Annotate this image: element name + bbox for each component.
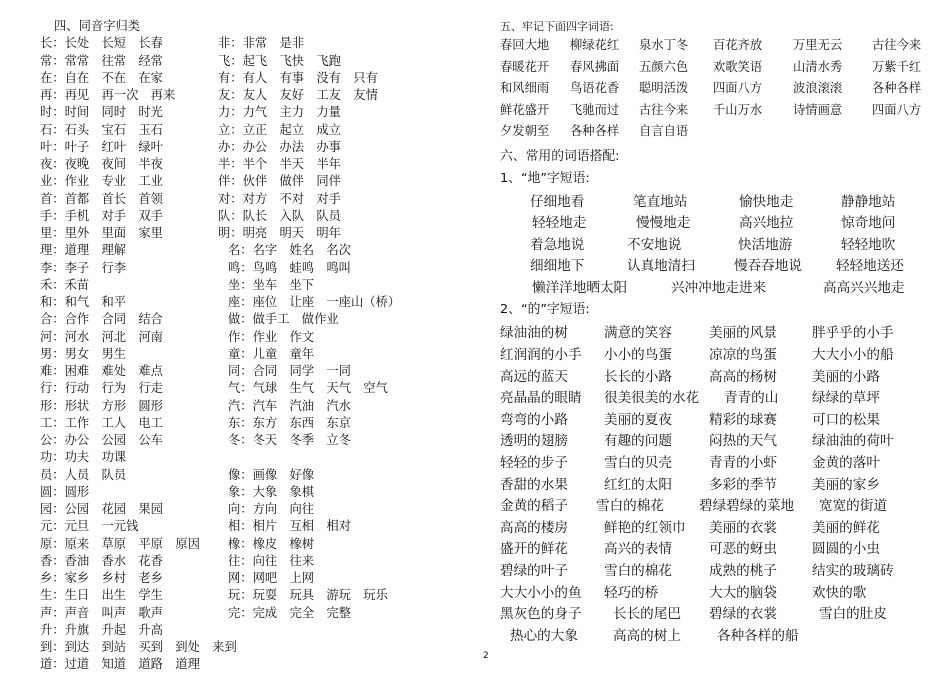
de-phrase-row xyxy=(500,581,930,603)
homophone-row xyxy=(40,656,480,673)
homophone-entry: 对：对方 不对 对手 xyxy=(218,191,341,206)
four-char-idioms-section xyxy=(500,18,930,143)
homophone-entry: 再：再见 再一次 再来 xyxy=(40,88,176,102)
homophone-entry: 伴：伙伴 做伴 同伴 xyxy=(218,174,341,189)
homophone-row xyxy=(40,87,480,104)
di-phrase: 静静地站 xyxy=(841,193,896,210)
de-phrase: 雪白的棉花 xyxy=(596,498,664,515)
idiom-row xyxy=(500,121,930,143)
homophone-row xyxy=(40,518,480,535)
idiom-item: 万紫千红 xyxy=(872,59,922,74)
homophone-row xyxy=(40,536,480,553)
di-phrase: 慢吞吞地说 xyxy=(734,258,802,275)
idiom-item: 百花齐放 xyxy=(713,38,763,52)
de-phrase: 青青的小虾 xyxy=(709,455,777,472)
homophone-entry: 首：首都 首长 首领 xyxy=(40,191,163,206)
idiom-item: 柳绿花红 xyxy=(570,38,620,52)
homophone-entry: 员：人员 队员 xyxy=(40,467,127,482)
homophone-entry: 园：公园 花园 果园 xyxy=(40,502,163,516)
page-number: 2 xyxy=(483,651,489,661)
homophone-entry: 业：作业 专业 工业 xyxy=(40,174,163,189)
de-phrase: 满意的笑容 xyxy=(604,325,672,342)
homophone-row xyxy=(40,277,480,294)
homophone-entry: 圆：圆形 xyxy=(40,484,90,499)
idiom-item: 各种各样 xyxy=(570,124,620,139)
de-phrase: 轻巧的桥 xyxy=(604,584,659,601)
homophone-entry: 汽：汽车 汽油 汽水 xyxy=(228,398,351,413)
homophone-entry: 功：功夫 功课 xyxy=(40,450,127,465)
di-phrase: 不安地说 xyxy=(627,236,682,253)
homophone-entry: 河：河水 河北 河南 xyxy=(40,329,163,344)
di-phrase: 高兴地拉 xyxy=(739,215,794,232)
homophone-entry: 作：作业 作文 xyxy=(228,329,315,344)
de-phrase: 美丽的夏夜 xyxy=(604,411,672,428)
de-phrase: 雪白的肚皮 xyxy=(819,606,887,623)
homophone-entry: 非：非常 是非 xyxy=(218,36,305,51)
homophone-row xyxy=(40,380,480,397)
homophone-entry: 相：相片 互相 相对 xyxy=(228,519,351,534)
de-phrase: 黑灰色的身子 xyxy=(500,606,582,623)
de-phrase: 宽宽的街道 xyxy=(819,498,887,515)
de-phrase: 高高的楼房 xyxy=(500,519,568,536)
homophone-entry: 像：画像 好像 xyxy=(228,467,315,482)
de-phrase-row xyxy=(500,624,930,646)
de-phrase: 碧绿碧绿的菜地 xyxy=(699,498,795,515)
homophone-row xyxy=(40,587,480,604)
homophone-entry: 合：合作 合同 结合 xyxy=(40,312,163,327)
de-phrase: 大大小小的船 xyxy=(812,347,894,364)
idiom-item: 古往今来 xyxy=(639,102,689,117)
homophone-entry: 行：行动 行为 行走 xyxy=(40,381,163,396)
homophone-entry: 向：方向 向往 xyxy=(228,502,315,516)
homophone-entry: 里：里外 里面 家里 xyxy=(40,226,163,240)
homophone-entry: 坐：坐车 坐下 xyxy=(228,277,315,292)
homophone-row xyxy=(40,156,480,173)
de-phrase-row xyxy=(500,365,930,387)
homophone-entry: 立：立正 起立 成立 xyxy=(218,122,341,137)
homophone-row xyxy=(40,329,480,346)
de-phrase: 红润润的小手 xyxy=(500,347,582,364)
de-phrase-row xyxy=(500,408,930,430)
di-phrase: 轻轻地送还 xyxy=(836,258,904,275)
de-phrase: 高远的蓝天 xyxy=(500,368,568,385)
homophone-entry: 鸣：鸟鸣 蛙鸣 鸣叫 xyxy=(228,260,351,275)
homophone-row xyxy=(40,311,480,328)
de-phrase: 轻轻的步子 xyxy=(500,455,568,472)
homophone-entry: 元：元旦 一元钱 xyxy=(40,519,139,534)
homophone-row xyxy=(40,53,480,70)
de-phrase: 青青的山 xyxy=(724,390,779,407)
idiom-item: 泉水丁冬 xyxy=(639,38,689,52)
de-phrase: 高高的树上 xyxy=(613,627,681,644)
de-phrase: 很美很美的水花 xyxy=(604,390,700,407)
de-phrase: 红红的太阳 xyxy=(604,476,672,493)
de-phrase: 美丽的衣裳 xyxy=(709,519,777,536)
de-phrase: 可口的松果 xyxy=(812,411,880,428)
di-phrase: 高高兴兴地走 xyxy=(823,279,905,296)
idiom-item: 千山万水 xyxy=(713,102,763,117)
de-phrase: 亮晶晶的眼睛 xyxy=(500,390,582,407)
de-phrase: 高兴的表情 xyxy=(604,541,672,558)
homophone-entry: 队：队长 入队 队员 xyxy=(218,208,341,223)
homophone-entry: 石：石头 宝石 玉石 xyxy=(40,122,163,137)
idiom-item: 五颜六色 xyxy=(639,59,689,74)
di-phrase-row xyxy=(500,190,930,212)
idiom-item: 春回大地 xyxy=(500,38,550,52)
de-phrases-title: 2、“的”字短语: xyxy=(500,302,590,318)
de-phrase: 盛开的鲜花 xyxy=(500,541,568,558)
de-phrase-row xyxy=(500,602,930,624)
de-phrase: 精彩的球赛 xyxy=(709,411,777,428)
idiom-item: 各种各样 xyxy=(872,81,922,96)
homophone-row xyxy=(40,415,480,432)
homophone-row xyxy=(40,553,480,570)
idiom-grid xyxy=(500,35,930,143)
homophone-row xyxy=(40,122,480,139)
homophone-row xyxy=(40,139,480,156)
idiom-item: 诗情画意 xyxy=(793,102,843,117)
homophone-entry: 叶：叶子 红叶 绿叶 xyxy=(40,139,163,154)
idiom-row xyxy=(500,57,930,79)
di-phrase: 仔细地看 xyxy=(530,193,585,210)
section-five-title: 五、牢记下面四字词语: xyxy=(500,20,614,33)
idiom-item: 古往今来 xyxy=(872,38,922,52)
homophone-entry: 道：过道 知道 道路 道理 xyxy=(40,657,200,672)
de-phrase: 香甜的水果 xyxy=(500,476,568,493)
idiom-item: 四面八方 xyxy=(872,102,922,117)
homophone-entry: 冬：冬天 冬季 立冬 xyxy=(228,433,351,447)
homophone-row xyxy=(40,225,480,242)
homophone-row xyxy=(40,484,480,501)
homophone-entry: 玩：玩耍 玩具 游玩 玩乐 xyxy=(228,588,388,603)
de-phrase: 长长的尾巴 xyxy=(613,606,681,623)
de-phrase: 金黄的落叶 xyxy=(812,455,880,472)
de-phrase-row xyxy=(500,429,930,451)
homophone-row xyxy=(40,605,480,622)
idiom-item: 波浪滚滚 xyxy=(793,81,843,96)
idiom-item: 飞驰而过 xyxy=(570,102,620,117)
homophone-entry: 名：名字 姓名 名次 xyxy=(228,243,351,258)
di-phrase: 轻轻地吹 xyxy=(841,236,896,253)
di-phrase-row xyxy=(500,233,930,255)
homophone-entry: 声：声音 叫声 歌声 xyxy=(40,605,163,620)
di-phrase: 懒洋洋地晒太阳 xyxy=(532,279,628,296)
homophone-entry: 时：时间 同时 时光 xyxy=(40,105,163,120)
homophone-entry: 在：自在 不在 在家 xyxy=(40,70,163,85)
de-phrase: 高高的杨树 xyxy=(709,368,777,385)
idiom-item: 聪明活泼 xyxy=(639,81,689,96)
homophone-entry: 橡：橡皮 橡树 xyxy=(228,536,315,551)
homophone-entry: 和：和气 和平 xyxy=(40,295,127,309)
homophone-list xyxy=(40,35,480,673)
de-phrase-row xyxy=(500,343,930,365)
di-phrase-row xyxy=(500,276,930,298)
de-phrase-row xyxy=(500,321,930,343)
homophone-entry: 东：东方 东西 东京 xyxy=(228,415,351,430)
de-phrase: 碧绿的叶子 xyxy=(500,563,568,579)
de-phrase: 金黄的稻子 xyxy=(500,498,568,515)
de-phrase: 绿绿的草坪 xyxy=(812,390,880,407)
de-phrase-row xyxy=(500,473,930,495)
idiom-item: 山清水秀 xyxy=(793,59,843,74)
homophone-entry: 禾：禾苗 xyxy=(40,277,90,292)
homophone-row xyxy=(40,363,480,380)
homophone-row xyxy=(40,260,480,277)
homophone-row xyxy=(40,104,480,121)
homophone-entry: 常：常常 往常 经常 xyxy=(40,53,163,68)
homophone-row xyxy=(40,639,480,656)
homophone-entry: 男：男女 男生 xyxy=(40,346,127,361)
de-phrase: 透明的翅膀 xyxy=(500,433,568,450)
de-phrase: 鲜艳的红领巾 xyxy=(604,519,686,536)
de-phrase-row xyxy=(500,537,930,559)
homophone-section xyxy=(40,18,480,674)
de-phrase: 美丽的风景 xyxy=(709,325,777,342)
di-phrases-title: 1、“地”字短语: xyxy=(500,170,590,186)
homophone-entry: 公：办公 公园 公车 xyxy=(40,433,163,447)
homophone-entry: 李：李子 行李 xyxy=(40,260,127,275)
de-phrase: 长长的小路 xyxy=(604,368,672,385)
homophone-entry: 难：困难 难处 难点 xyxy=(40,364,163,378)
homophone-entry: 形：形状 方形 圆形 xyxy=(40,398,163,413)
homophone-row xyxy=(40,35,480,52)
idiom-item: 鸟语花香 xyxy=(570,81,620,96)
homophone-row xyxy=(40,432,480,449)
idiom-item: 春暖花开 xyxy=(500,59,550,74)
homophone-entry: 友：友人 友好 工友 友情 xyxy=(218,88,378,102)
homophone-entry: 有：有人 有事 没有 只有 xyxy=(218,70,378,85)
idiom-item: 夕发朝至 xyxy=(500,124,550,139)
homophone-entry: 升：升旗 升起 升高 xyxy=(40,622,163,637)
di-phrase: 认真地清扫 xyxy=(627,258,695,275)
de-phrase-row xyxy=(500,451,930,473)
de-phrase: 可恶的蚜虫 xyxy=(709,541,777,558)
de-phrase: 雪白的棉花 xyxy=(604,563,672,579)
de-phrase: 大大小小的鱼 xyxy=(500,584,582,601)
di-phrase: 笔直地站 xyxy=(633,193,688,210)
de-phrase: 圆圆的小虫 xyxy=(812,541,880,558)
de-phrase: 弯弯的小路 xyxy=(500,411,568,428)
homophone-row xyxy=(40,501,480,518)
homophone-row xyxy=(40,208,480,225)
homophone-entry: 座：座位 让座 一座山（桥） xyxy=(228,295,401,309)
homophone-entry: 往：向往 往来 xyxy=(228,553,315,568)
homophone-entry: 飞：起飞 飞快 飞跑 xyxy=(218,53,341,68)
de-phrase: 雪白的贝壳 xyxy=(604,455,672,472)
di-phrase: 兴冲冲地走进来 xyxy=(671,279,767,296)
de-phrase: 凉凉的鸟蛋 xyxy=(709,347,777,364)
de-phrase: 美丽的小路 xyxy=(812,368,880,385)
idiom-row xyxy=(500,35,930,57)
homophone-entry: 童：儿童 童年 xyxy=(228,346,315,361)
idiom-item: 万里无云 xyxy=(793,38,843,52)
homophone-entry: 半：半个 半天 半年 xyxy=(218,157,341,171)
homophone-entry: 明：明亮 明天 明年 xyxy=(218,226,341,240)
de-phrase-row xyxy=(500,386,930,408)
de-phrase: 各种各样的船 xyxy=(717,627,799,644)
homophone-row xyxy=(40,622,480,639)
section-six-title: 六、常用的词语搭配: xyxy=(500,148,620,164)
homophone-row xyxy=(40,70,480,87)
homophone-entry: 到：到达 到站 买到 到处 来到 xyxy=(40,640,237,654)
di-phrase: 细细地下 xyxy=(530,258,585,275)
di-phrase-list xyxy=(500,190,930,298)
homophone-entry: 长：长处 长短 长春 xyxy=(40,36,163,51)
homophone-entry: 同：合同 同学 一同 xyxy=(228,364,351,378)
homophone-row xyxy=(40,449,480,466)
de-phrase: 美丽的鲜花 xyxy=(812,519,880,536)
homophone-entry: 原：原来 草原 平原 原因 xyxy=(40,536,200,551)
de-phrase: 成熟的桃子 xyxy=(709,563,777,579)
di-phrase-row xyxy=(500,254,930,276)
idiom-item: 欢歌笑语 xyxy=(713,59,763,74)
homophone-row xyxy=(40,467,480,484)
idiom-item: 自言自语 xyxy=(639,124,689,139)
de-phrase: 美丽的家乡 xyxy=(812,476,880,493)
de-phrase: 绿油油的荷叶 xyxy=(812,433,894,450)
idiom-row xyxy=(500,100,930,122)
homophone-entry: 办：办公 办法 办事 xyxy=(218,139,341,154)
homophone-entry: 乡：家乡 乡村 老乡 xyxy=(40,571,163,585)
de-phrase: 热心的大象 xyxy=(510,627,578,644)
de-phrase: 多彩的季节 xyxy=(709,476,777,493)
homophone-entry: 夜：夜晚 夜间 半夜 xyxy=(40,157,163,171)
di-phrase: 愉快地走 xyxy=(739,193,794,210)
de-phrase: 小小的鸟蛋 xyxy=(604,347,672,364)
homophone-row xyxy=(40,242,480,259)
homophone-entry: 做：做手工 做作业 xyxy=(228,312,339,327)
idiom-item: 四面八方 xyxy=(713,81,763,96)
homophone-row xyxy=(40,570,480,587)
de-phrase-row xyxy=(500,494,930,516)
de-phrase-row xyxy=(500,559,930,581)
de-phrase: 结实的玻璃砖 xyxy=(812,563,894,579)
di-phrase: 快活地游 xyxy=(738,236,793,253)
de-phrase-row xyxy=(500,516,930,538)
de-phrase: 大大的脑袋 xyxy=(709,584,777,601)
idiom-item: 春风拂面 xyxy=(570,59,620,74)
idiom-row xyxy=(500,78,930,100)
homophone-entry: 生：生日 出生 学生 xyxy=(40,588,163,603)
idiom-item: 鲜花盛开 xyxy=(500,102,550,117)
homophone-entry: 网：网吧 上网 xyxy=(228,571,315,585)
homophone-entry: 手：手机 对手 双手 xyxy=(40,208,163,223)
di-phrase: 轻轻地走 xyxy=(532,215,587,232)
homophone-row xyxy=(40,398,480,415)
homophone-row xyxy=(40,191,480,208)
homophone-entry: 象：大象 象棋 xyxy=(228,484,315,499)
de-phrase: 闷热的天气 xyxy=(709,433,777,450)
right-column xyxy=(500,18,930,645)
homophone-entry: 力：力气 主力 力量 xyxy=(218,105,341,120)
homophone-entry: 完：完成 完全 完整 xyxy=(228,605,351,620)
section-four-title: 四、同音字归类 xyxy=(54,19,141,33)
homophone-entry: 工：工作 工人 电工 xyxy=(40,415,163,430)
homophone-row xyxy=(40,173,480,190)
homophone-row xyxy=(40,346,480,363)
de-phrase: 胖乎乎的小手 xyxy=(812,325,894,342)
de-phrase: 欢快的歌 xyxy=(812,584,867,601)
de-phrase: 绿油油的树 xyxy=(500,325,568,342)
homophone-entry: 气：气球 生气 天气 空气 xyxy=(228,381,388,396)
de-phrase-list xyxy=(500,321,930,645)
di-phrase: 着急地说 xyxy=(530,236,585,253)
di-phrase-row xyxy=(500,211,930,233)
di-phrase: 慢慢地走 xyxy=(636,215,691,232)
de-phrase: 有趣的问题 xyxy=(604,433,672,450)
homophone-entry: 香：香油 香水 花香 xyxy=(40,553,163,568)
idiom-item: 和风细雨 xyxy=(500,81,550,96)
homophone-row xyxy=(40,294,480,311)
de-phrase: 碧绿的衣裳 xyxy=(709,606,777,623)
di-phrase: 惊奇地问 xyxy=(841,215,896,232)
homophone-entry: 理：道理 理解 xyxy=(40,243,127,258)
